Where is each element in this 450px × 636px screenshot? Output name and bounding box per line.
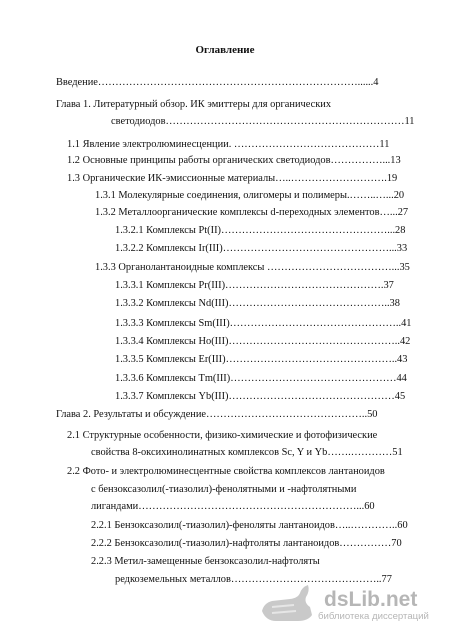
toc-text: 1.3.3.3 Комплексы Sm(III)…………………………………………..41 <box>115 318 412 329</box>
toc-text: Глава 1. Литературный обзор. ИК эмиттеры для органических <box>56 99 332 110</box>
toc-line <box>67 154 414 167</box>
toc-line <box>91 500 414 513</box>
toc-text: 1.3.2.2 Комплексы Ir(III)…………………………………………...33 <box>115 243 408 254</box>
toc-text: светодиодов……………………………………………………………11 <box>111 116 414 127</box>
toc-text: 2.2.3 Метил-замещенные бензоксазолил-нафтоляты <box>91 556 320 567</box>
toc-text: 1.1 Явление электролюминесценции. ……………………………………11 <box>67 139 390 150</box>
toc-line <box>115 335 414 348</box>
watermark <box>318 588 450 636</box>
toc-text: Глава 2. Результаты и обсуждение………………………………………..50 <box>56 409 378 420</box>
toc-line <box>95 189 414 202</box>
toc-line <box>115 390 414 403</box>
toc-line <box>91 483 414 496</box>
toc-text: 1.3.2 Металлоорганические комплексы d-переходных элементов…...27 <box>95 207 409 218</box>
toc-text: свойства 8-оксихинолинатных комплексов Sc, Y и Yb…….…………51 <box>91 447 403 458</box>
toc-line <box>67 138 414 151</box>
toc-line <box>91 537 414 550</box>
toc-line <box>67 172 414 185</box>
toc-line <box>67 465 414 478</box>
toc-line <box>56 408 414 421</box>
toc-text: 1.3.3.1 Комплексы Pr(III)……………………………………….37 <box>115 280 394 291</box>
toc-line <box>91 446 414 459</box>
toc-text: 1.3.3.7 Комплексы Yb(III)…………………………………………45 <box>115 391 406 402</box>
toc-line <box>115 242 414 255</box>
toc-line <box>115 297 414 310</box>
toc-text: 1.3 Органические ИК-эмиссионные материалы…..……………………….19 <box>67 173 398 184</box>
toc-text: 1.3.2.1 Комплексы Pt(II)…………………………………………...28 <box>115 225 406 236</box>
toc-line <box>115 279 414 292</box>
watermark-logo: dsLib.net <box>324 588 418 611</box>
toc-text: редкоземельных металлов……………………………………..77 <box>115 574 392 585</box>
toc-line <box>91 519 414 532</box>
toc-line <box>115 353 414 366</box>
watermark-hand-icon <box>258 581 316 625</box>
toc-text: 2.1 Структурные особенности, физико-химические и фотофизические <box>67 430 378 441</box>
toc-text: лигандами………………………………………………………...60 <box>91 501 375 512</box>
toc-line <box>115 372 414 385</box>
toc-text: 1.3.3 Органолантаноидные комплексы ………………………………...35 <box>95 262 410 273</box>
toc-line <box>95 206 414 219</box>
toc-line <box>95 261 414 274</box>
toc-text: 2.2.1 Бензоксазолил(-тиазолил)-феноляты лантаноидов…..…………..60 <box>91 520 408 531</box>
toc-line <box>115 224 414 237</box>
toc-text: 1.2 Основные принципы работы органических светодиодов……………...13 <box>67 155 401 166</box>
toc-text: 2.2 Фото- и электролюминесцентные свойства комплексов лантаноидов <box>67 466 385 477</box>
toc-line <box>56 76 414 89</box>
toc-text: с бензоксазолил(-тиазолил)-фенолятными и -нафтолятными <box>91 484 357 495</box>
toc-text: 1.3.3.5 Комплексы Er(III)…………………………………………..43 <box>115 354 408 365</box>
watermark-subtitle: библиотека диссертаций <box>318 611 429 622</box>
toc-line <box>91 555 414 568</box>
page-title: Оглавление <box>195 44 255 56</box>
toc-line <box>111 115 414 128</box>
toc-text: 1.3.3.4 Комплексы Ho(III)…………………………………………..42 <box>115 336 411 347</box>
toc-text: 1.3.3.2 Комплексы Nd(III)………………………………………..38 <box>115 298 400 309</box>
toc-text: Введение…………………………………………………………………......4 <box>56 77 379 88</box>
toc-line <box>67 429 414 442</box>
toc-line <box>115 317 414 330</box>
toc-text: 1.3.1 Молекулярные соединения, олигомеры и полимеры.……..…...20 <box>95 190 405 201</box>
toc-text: 2.2.2 Бензоксазолил(-тиазолил)-нафтоляты лантаноидов……………70 <box>91 538 402 549</box>
toc-text: 1.3.3.6 Комплексы Tm(III)…………………………………………44 <box>115 373 407 384</box>
toc-line <box>56 98 414 111</box>
